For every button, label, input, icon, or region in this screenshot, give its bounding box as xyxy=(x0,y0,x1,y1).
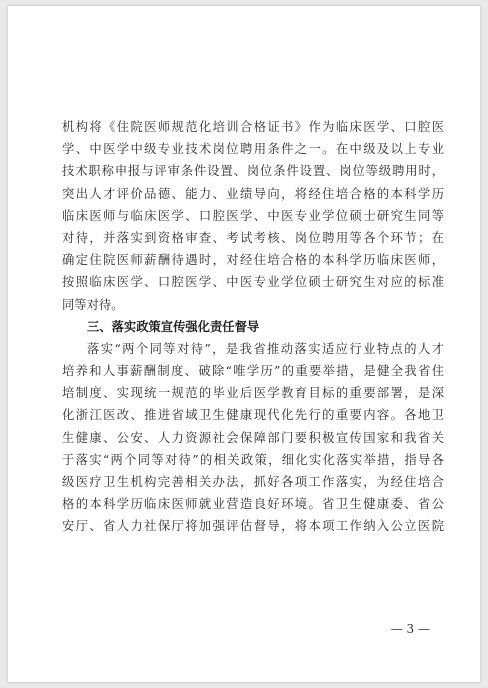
paragraph-1 xyxy=(62,116,444,316)
text-line: 于落实“两个同等对待”的相关政策，细化实化落实举措，指导各 xyxy=(62,452,444,467)
text-line: 学、中医学中级专业技术岗位聘用条件之一。在中级及以上专业 xyxy=(62,142,444,157)
text-line: 确定住院医师薪酬待遇时，对经住培合格的本科学历临床医师， xyxy=(62,253,444,268)
text-line: 格的本科学历临床医师就业营造良好环境。省卫生健康委、省公 xyxy=(62,497,444,512)
text-line: 突出人才评价品德、能力、业绩导向，将经住培合格的本科学历 xyxy=(62,186,444,201)
text-line: 同等对待。 xyxy=(62,297,124,312)
text-line: 化浙江医改、推进省域卫生健康现代化先行的重要内容。各地卫 xyxy=(62,408,444,423)
text-line: 落实“两个同等对待”，是我省推动落实适应行业特点的人才 xyxy=(87,341,444,356)
text-line: 培养和人事薪酬制度、破除“唯学历”的重要举措，是健全我省住 xyxy=(62,364,444,379)
page-number: — 3 — xyxy=(390,622,430,636)
text-line: 培制度、实现统一规范的毕业后医学教育目标的重要部署，是深 xyxy=(62,386,444,401)
section-heading: 三、落实政策宣传强化责任督导 xyxy=(87,319,260,334)
text-line: 按照临床医学、口腔医学、中医专业学位硕士研究生对应的标准 xyxy=(62,275,444,290)
document-page xyxy=(8,6,480,682)
text-line: 生健康、公安、人力资源社会保障部门要积极宣传国家和我省关 xyxy=(62,430,444,445)
text-line: 临床医师与临床医学、口腔医学、中医专业学位硕士研究生同等 xyxy=(62,208,444,223)
text-line: 机构将《住院医师规范化培训合格证书》作为临床医学、口腔医 xyxy=(62,120,444,134)
paragraph-2 xyxy=(62,338,444,538)
text-line: 技术职称申报与评审条件设置、岗位条件设置、岗位等级聘用时， xyxy=(62,164,444,179)
text-line: 对待，并落实到资格审查、考试考核、岗位聘用等各个环节；在 xyxy=(62,230,444,245)
text-line: 级医疗卫生机构完善相关办法，抓好各项工作落实，为经住培合 xyxy=(62,475,444,489)
document-body xyxy=(62,116,444,538)
text-line: 安厅、省人力社保厅将加强评估督导，将本项工作纳入公立医院 xyxy=(62,519,444,534)
